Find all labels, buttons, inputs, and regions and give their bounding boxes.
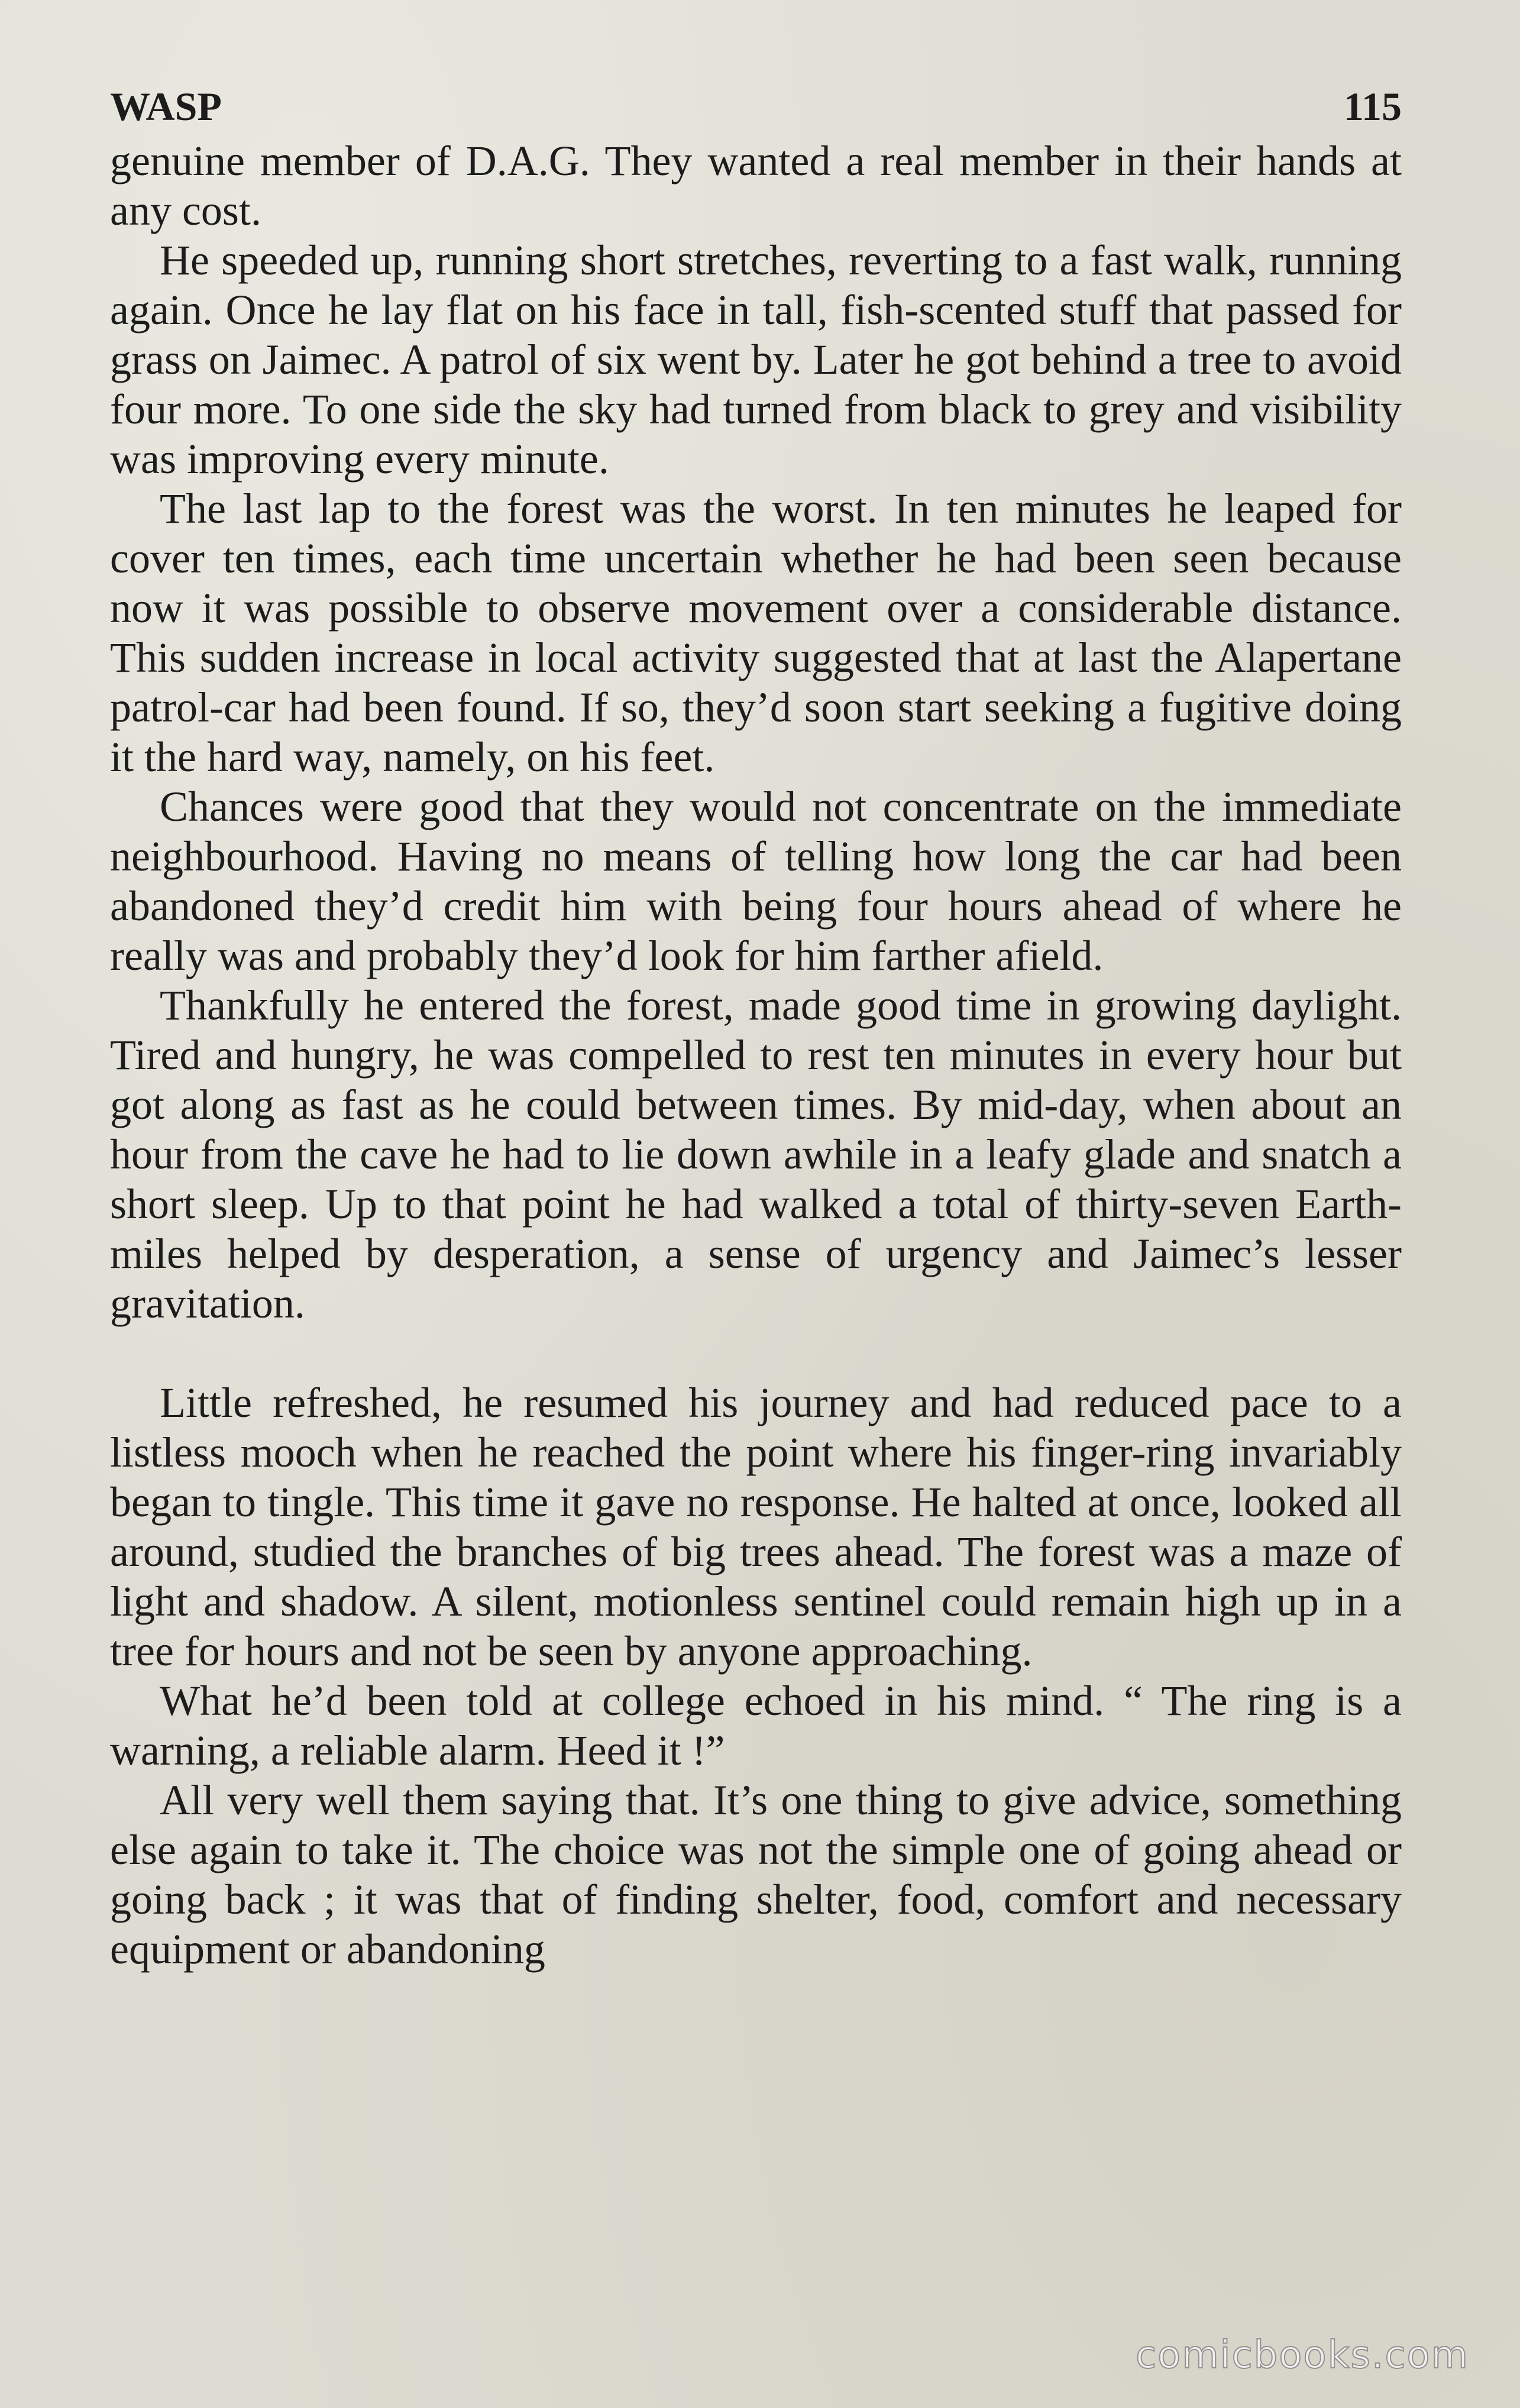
book-title: WASP — [110, 84, 222, 129]
page-number: 115 — [1343, 84, 1402, 129]
paragraph: All very well them saying that. It’s one thing to give advice, something else again to take it. The choice was not the simple one of going ahead or going back ; it was that of finding shelter, food, comfort and necessary equipment or abandoning — [110, 1776, 1402, 1973]
paragraph: He speeded up, running short stretches, reverting to a fast walk, running again. Once he lay flat on his face in tall, fish-scented stuff that passed for grass on Jaimec. A patrol of six went by. Later he got behind a tree to avoid four more. To one side the sky had turned from black to grey and visibility was improving every minute. — [110, 237, 1402, 483]
paragraph: genuine member of D.A.G. They wanted a real member in their hands at any cost. — [110, 137, 1402, 234]
paragraph: Thankfully he entered the forest, made good time in growing daylight. Tired and hungry, he was compelled to rest ten minutes in every hour but got along as fast as he could between times. By mid-day, when about an hour from the cave he had to lie down awhile in a leafy glade and snatch a short sleep. Up to that point he had walked a total of thirty-seven Earth-miles helped by desperation, a sense of urgency and Jaimec’s lesser gravitation. — [110, 982, 1402, 1327]
running-head — [110, 83, 1402, 130]
paragraph: What he’d been told at college echoed in his mind. “ The ring is a warning, a reliable alarm. Heed it !” — [110, 1677, 1402, 1774]
paragraph: Chances were good that they would not concentrate on the immediate neighbourhood. Having no means of telling how long the car had been abandoned they’d credit him with being four hours ahead of where he really was and probably they’d look for him farther afield. — [110, 783, 1402, 979]
body-text — [110, 136, 1402, 1974]
paragraph: Little refreshed, he resumed his journey and had reduced pace to a listless mooch when he reached the point where his finger-ring invariably began to tingle. This time it gave no response. He halted at once, looked all around, studied the branches of big trees ahead. The forest was a maze of light and shadow. A silent, motionless sentinel could remain high up in a tree for hours and not be seen by anyone approaching. — [110, 1379, 1402, 1675]
book-page — [110, 83, 1402, 1974]
site-watermark: comicbooks.com — [1135, 2333, 1469, 2377]
paragraph: The last lap to the forest was the worst. In ten minutes he leaped for cover ten times, each time uncertain whether he had been seen because now it was possible to observe movement over a considerable distance. This sudden increase in local activity suggested that at last the Alapertane patrol-car had been found. If so, they’d soon start seeking a fugitive doing it the hard way, namely, on his feet. — [110, 485, 1402, 781]
